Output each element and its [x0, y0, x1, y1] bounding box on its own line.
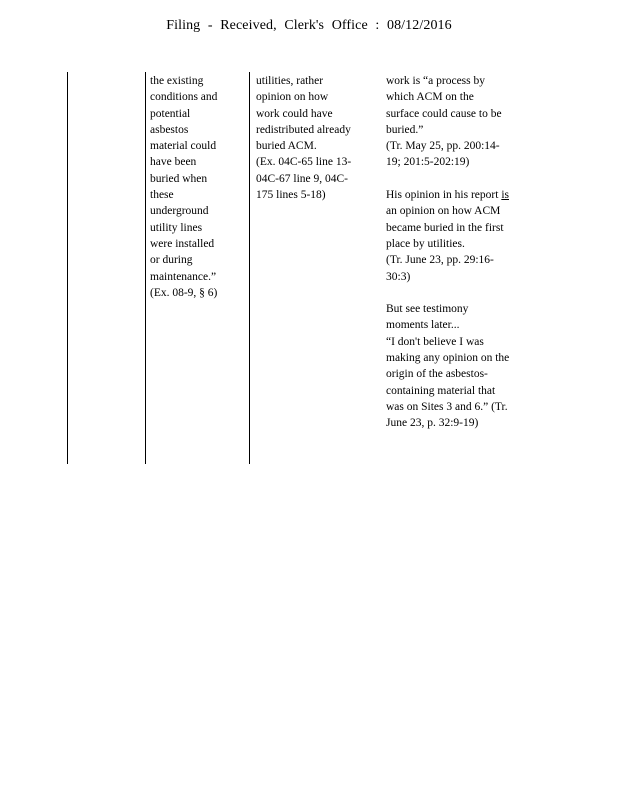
- table-border-left: [67, 72, 68, 464]
- table-cell-column-3: [386, 73, 538, 432]
- cell-line: containing material that: [386, 384, 496, 397]
- table-cell-column-1: [150, 73, 245, 301]
- table-column-divider-2: [249, 72, 250, 464]
- paragraph-gap: [386, 171, 538, 187]
- table-column-divider-1: [145, 72, 146, 464]
- cell-line: asbestos: [150, 123, 189, 136]
- cell-line: or during: [150, 254, 193, 267]
- cell-line: maintenance.”: [150, 270, 217, 283]
- cell-line: work is “a process by: [386, 75, 486, 87]
- cell-line: conditions and: [150, 91, 218, 104]
- cell-line: buried when: [150, 172, 208, 185]
- cell-line: material could: [150, 140, 217, 153]
- cell-line: place by utilities.: [386, 237, 465, 250]
- cell-line: were installed: [150, 237, 215, 250]
- cell-line: moments later...: [386, 319, 460, 332]
- cell-line: [386, 187, 538, 203]
- underlined-word: is: [501, 189, 509, 202]
- cell-line: which ACM on the: [386, 91, 474, 104]
- cell-line: buried.”: [386, 123, 424, 136]
- cell-line: making any opinion on the: [386, 352, 510, 365]
- cell-line: work could have: [256, 107, 333, 120]
- cell-line: (Tr. May 25, pp. 200:14-: [386, 140, 500, 153]
- cell-line: 19; 201:5-202:19): [386, 156, 470, 169]
- table-cell-column-2: [256, 73, 370, 203]
- cell-line: buried ACM.: [256, 140, 317, 153]
- cell-line: 30:3): [386, 270, 411, 283]
- filing-header: Filing - Received, Clerk's Office : 08/12/2016: [166, 18, 452, 33]
- cell-line: utility lines: [150, 221, 203, 234]
- cell-line: origin of the asbestos-: [386, 368, 488, 381]
- cell-line: (Ex. 04C-65 line 13-: [256, 156, 352, 169]
- cell-line: became buried in the first: [386, 221, 504, 234]
- cell-line: (Ex. 08-9, § 6): [150, 286, 218, 299]
- cell-line: redistributed already: [256, 123, 351, 136]
- cell-line: the existing: [150, 75, 204, 87]
- cell-line: June 23, p. 32:9-19): [386, 417, 479, 430]
- cell-line: opinion on how: [256, 91, 329, 104]
- cell-line: 175 lines 5-18): [256, 189, 326, 202]
- cell-text: His opinion in his report: [386, 189, 502, 202]
- cell-line: utilities, rather: [256, 75, 324, 87]
- cell-line: was on Sites 3 and 6.” (Tr.: [386, 400, 508, 413]
- cell-line: “I don't believe I was: [386, 335, 484, 348]
- cell-line: underground: [150, 205, 209, 218]
- cell-line: an opinion on how ACM: [386, 205, 501, 218]
- cell-line: (Tr. June 23, pp. 29:16-: [386, 254, 494, 267]
- cell-line: But see testimony: [386, 303, 469, 316]
- cell-line: surface could cause to be: [386, 107, 502, 120]
- cell-line: 04C-67 line 9, 04C-: [256, 172, 348, 185]
- cell-line: these: [150, 189, 174, 202]
- cell-line: potential: [150, 107, 191, 120]
- cell-line: have been: [150, 156, 197, 169]
- paragraph-gap: [386, 285, 538, 301]
